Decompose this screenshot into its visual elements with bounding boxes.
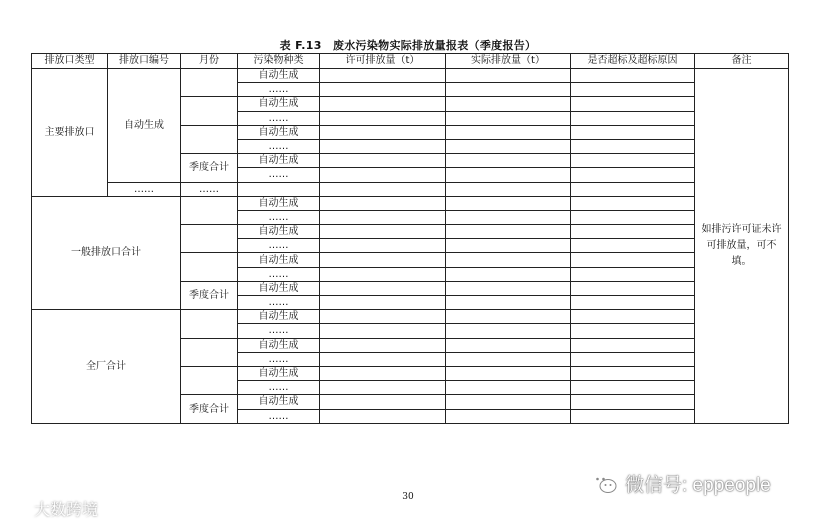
header-outlet-id: 排放口编号 — [108, 54, 181, 69]
value-cell — [446, 395, 571, 409]
month-cell — [181, 310, 238, 338]
header-outlet-type: 排放口类型 — [32, 54, 108, 69]
month-cell — [181, 125, 238, 153]
value-cell — [446, 253, 571, 267]
value-cell — [571, 381, 695, 395]
value-cell — [320, 281, 446, 295]
pollutant-cell: …… — [238, 139, 320, 153]
month-cell — [181, 69, 238, 97]
value-cell — [320, 182, 446, 196]
pollutant-cell: …… — [238, 352, 320, 366]
value-cell — [320, 296, 446, 310]
value-cell — [446, 281, 571, 295]
pollutant-cell: 自动生成 — [238, 69, 320, 83]
table-row — [32, 196, 789, 210]
value-cell — [446, 196, 571, 210]
value-cell — [320, 409, 446, 423]
remark-cell: 如排污许可证未许可排放量，可不填。 — [695, 69, 789, 424]
header-row — [32, 54, 789, 69]
month-cell — [181, 338, 238, 366]
value-cell — [320, 125, 446, 139]
header-month: 月份 — [181, 54, 238, 69]
value-cell — [446, 111, 571, 125]
pollutant-cell: …… — [238, 381, 320, 395]
value-cell — [571, 83, 695, 97]
outlet-type-plant: 全厂合计 — [32, 310, 181, 424]
header-pollutant: 污染物种类 — [238, 54, 320, 69]
value-cell — [320, 111, 446, 125]
value-cell — [446, 225, 571, 239]
table-row — [32, 310, 789, 324]
value-cell — [320, 253, 446, 267]
pollutant-cell: 自动生成 — [238, 125, 320, 139]
quarter-total-cell: 季度合计 — [181, 154, 238, 182]
value-cell — [320, 139, 446, 153]
outlet-id-ellipsis: …… — [108, 182, 181, 196]
value-cell — [320, 69, 446, 83]
pollutant-cell: …… — [238, 83, 320, 97]
value-cell — [571, 239, 695, 253]
value-cell — [320, 83, 446, 97]
header-actual: 实际排放量（t） — [446, 54, 571, 69]
pollutant-cell: …… — [238, 296, 320, 310]
wechat-icon — [589, 471, 619, 497]
month-cell — [181, 97, 238, 125]
value-cell — [571, 196, 695, 210]
value-cell — [320, 267, 446, 281]
pollutant-cell: 自动生成 — [238, 395, 320, 409]
value-cell — [446, 267, 571, 281]
value-cell — [320, 338, 446, 352]
pollutant-cell: …… — [238, 111, 320, 125]
header-permitted: 许可排放量（t） — [320, 54, 446, 69]
month-cell — [181, 225, 238, 253]
value-cell — [320, 225, 446, 239]
value-cell — [571, 168, 695, 182]
value-cell — [446, 324, 571, 338]
value-cell — [446, 154, 571, 168]
table-row — [32, 69, 789, 83]
outlet-type-main: 主要排放口 — [32, 69, 108, 197]
value-cell — [571, 139, 695, 153]
header-exceed: 是否超标及超标原因 — [571, 54, 695, 69]
value-cell — [446, 338, 571, 352]
pollutant-cell: 自动生成 — [238, 281, 320, 295]
value-cell — [446, 296, 571, 310]
value-cell — [446, 139, 571, 153]
value-cell — [320, 395, 446, 409]
value-cell — [446, 366, 571, 380]
value-cell — [571, 125, 695, 139]
month-cell — [181, 253, 238, 281]
value-cell — [320, 310, 446, 324]
table-title: 表 F.13 废水污染物实际排放量报表（季度报告） — [279, 39, 537, 52]
pollutant-cell: 自动生成 — [238, 310, 320, 324]
value-cell — [238, 182, 320, 196]
value-cell — [320, 154, 446, 168]
value-cell — [320, 97, 446, 111]
value-cell — [446, 97, 571, 111]
value-cell — [571, 154, 695, 168]
pollutant-cell: …… — [238, 409, 320, 423]
value-cell — [571, 324, 695, 338]
value-cell — [320, 196, 446, 210]
value-cell — [571, 395, 695, 409]
pollutant-cell: 自动生成 — [238, 196, 320, 210]
value-cell — [320, 210, 446, 224]
value-cell — [320, 324, 446, 338]
value-cell — [446, 239, 571, 253]
pollutant-cell: 自动生成 — [238, 338, 320, 352]
outlet-type-general: 一般排放口合计 — [32, 196, 181, 310]
value-cell — [571, 97, 695, 111]
value-cell — [571, 111, 695, 125]
value-cell — [446, 409, 571, 423]
value-cell — [571, 338, 695, 352]
value-cell — [446, 69, 571, 83]
value-cell — [571, 253, 695, 267]
pollutant-cell: …… — [238, 267, 320, 281]
wechat-id-text: 微信号: eppeople — [625, 475, 771, 496]
value-cell — [571, 296, 695, 310]
table-row — [32, 182, 789, 196]
weibo-watermark — [8, 496, 98, 520]
pollutant-cell: 自动生成 — [238, 154, 320, 168]
weibo-text: 大数跨境 — [34, 499, 99, 519]
quarter-total-cell: 季度合计 — [181, 281, 238, 309]
value-cell — [320, 381, 446, 395]
month-cell — [181, 366, 238, 394]
value-cell — [446, 168, 571, 182]
pollutant-cell: 自动生成 — [238, 366, 320, 380]
value-cell — [571, 366, 695, 380]
value-cell — [571, 281, 695, 295]
value-cell — [446, 182, 571, 196]
value-cell — [320, 366, 446, 380]
pollutant-cell: …… — [238, 210, 320, 224]
pollutant-cell: …… — [238, 168, 320, 182]
value-cell — [320, 168, 446, 182]
value-cell — [320, 352, 446, 366]
pollutant-cell: 自动生成 — [238, 97, 320, 111]
quarter-total-cell: 季度合计 — [181, 395, 238, 423]
month-cell — [181, 196, 238, 224]
value-cell — [571, 69, 695, 83]
wechat-watermark — [589, 470, 771, 497]
value-cell — [446, 310, 571, 324]
header-remark: 备注 — [695, 54, 789, 69]
month-ellipsis: …… — [181, 182, 238, 196]
value-cell — [446, 352, 571, 366]
value-cell — [446, 83, 571, 97]
emission-report-table — [31, 53, 789, 424]
value-cell — [571, 182, 695, 196]
pollutant-cell: …… — [238, 239, 320, 253]
value-cell — [446, 381, 571, 395]
outlet-id-cell: 自动生成 — [108, 69, 181, 183]
pollutant-cell: …… — [238, 324, 320, 338]
weibo-icon — [8, 496, 30, 520]
pollutant-cell: 自动生成 — [238, 225, 320, 239]
value-cell — [571, 310, 695, 324]
value-cell — [571, 225, 695, 239]
value-cell — [446, 125, 571, 139]
page-number: 30 — [402, 492, 414, 502]
value-cell — [571, 409, 695, 423]
value-cell — [320, 239, 446, 253]
value-cell — [571, 210, 695, 224]
value-cell — [571, 352, 695, 366]
value-cell — [571, 267, 695, 281]
pollutant-cell: 自动生成 — [238, 253, 320, 267]
value-cell — [446, 210, 571, 224]
